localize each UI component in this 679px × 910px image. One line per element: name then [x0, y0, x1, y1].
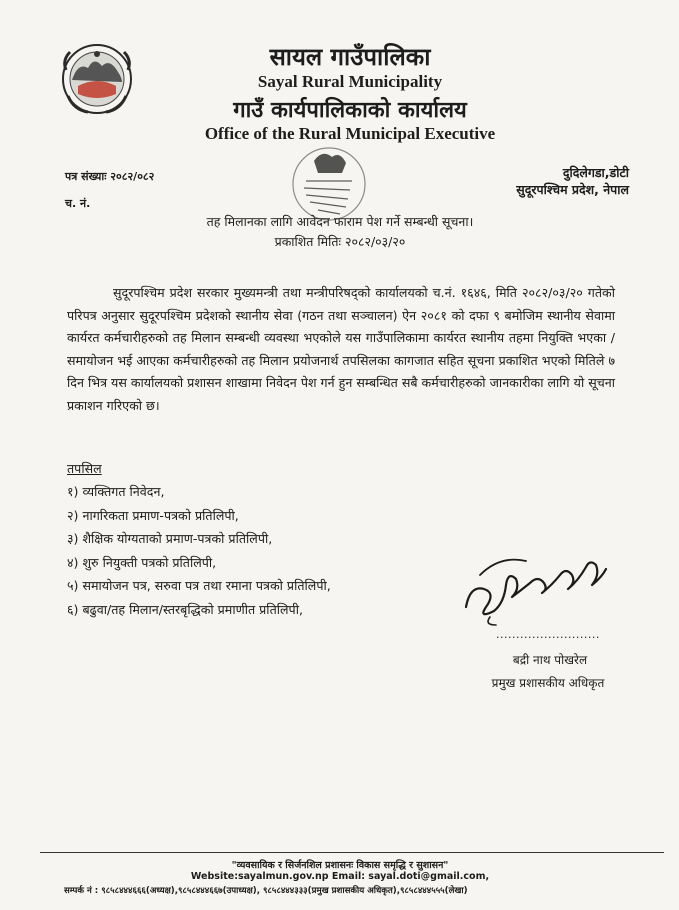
annex-item: ३) शैक्षिक योग्यताको प्रमाण-पत्रको प्रतिलिपी,	[67, 531, 273, 547]
office-name-np: गाउँ कार्यपालिकाको कार्यालय	[233, 98, 467, 123]
footer-contact: सम्पर्क नं : ९८५८४४४६६६(अध्यक्ष),९८५८४४४६६७(उपाध्यक्ष), ९८५८४४४३३३(प्रमुख प्रशासकीय अधिकृत),९८५८४४४५५५(लेखा)	[64, 886, 468, 896]
signatory-name: बद्री नाथ पोखरेल	[512, 653, 588, 667]
annex-item: ४) शुरु नियुक्ती पत्रको प्रतिलिपी,	[67, 554, 217, 570]
signature-icon	[460, 545, 610, 635]
notice-subject: तह मिलानका लागि आवेदन फाराम पेश गर्ने सम्बन्धी सूचना।	[206, 214, 474, 229]
annex-item: १) व्यक्तिगत निवेदन,	[67, 484, 165, 499]
address-line-1: दुदिलेगडा,डोटी	[562, 165, 629, 180]
address-line-2: सुदूरपश्चिम प्रदेश, नेपाल	[516, 182, 629, 197]
annex-heading: तपसिल	[67, 461, 102, 476]
footer-web-email: Website:sayalmun.gov.np Email: sayal.doti@gmail.com,	[190, 871, 490, 882]
notice-body: सुदूरपश्चिम प्रदेश सरकार मुख्यमन्त्री तथा मन्त्रीपरिषद्को कार्यालयको च.नं. १६४६, मिति २०८२/०३/२० गतेको परिपत्र अनुसार सुदूरपश्चिम प्रदेशको स्थानीय सेवा (गठन तथा सञ्चालन) ऐन २०८१ को दफा ९ बमोजिम स्थानीय सेवामा कार्यरत कर्मचारीहरुको तह मिलान सम्बन्धी व्यवस्था भएकोले यस गाउँपालिकामा कार्यरत स्थानीय तहमा नियुक्ति भएका / समायोजन भई आएका कर्मचारीहरुको तह मिलान प्रयोजनार्थ तपसिलका कागजात सहित सूचना प्रकाशित भएको मितिले ७ दिन भित्र यस कार्यालयको प्रशासन शाखामा निवेदन पेश गर्न हुन सम्बन्धित सबै कर्मचारीहरुको जानकारीका लागि यो सूचना प्रकाशन गरिएको छ।	[67, 285, 615, 413]
footer-motto: "व्यवसायिक र सिर्जनशिल प्रशासनः विकास समृद्धि र सुशासन"	[231, 860, 449, 871]
office-name-en: Office of the Rural Municipal Executive	[204, 124, 496, 143]
publish-date: प्रकाशित मितिः २०८२/०३/२०	[274, 234, 406, 249]
annex-item: ५) समायोजन पत्र, सरुवा पत्र तथा रमाना पत्रको प्रतिलिपी,	[67, 578, 331, 594]
nepal-emblem-icon	[58, 40, 136, 118]
municipality-name-np: सायल गाउँपालिका	[269, 43, 431, 71]
signature-line: ..........................	[496, 628, 600, 641]
dispatch-number: च. नं.	[65, 197, 91, 210]
signatory-title: प्रमुख प्रशासकीय अधिकृत	[491, 676, 605, 690]
municipality-name-en: Sayal Rural Municipality	[257, 72, 443, 91]
annex-item: ६) बढुवा/तह मिलान/स्तरबृद्धिको प्रमाणीत प्रतिलिपी,	[67, 601, 303, 617]
annex-item: २) नागरिकता प्रमाण-पत्रको प्रतिलिपी,	[67, 507, 239, 523]
annex-list	[67, 482, 331, 624]
letter-number: पत्र संख्याः २०८२/०८२	[65, 170, 155, 183]
footer-divider	[40, 852, 664, 853]
